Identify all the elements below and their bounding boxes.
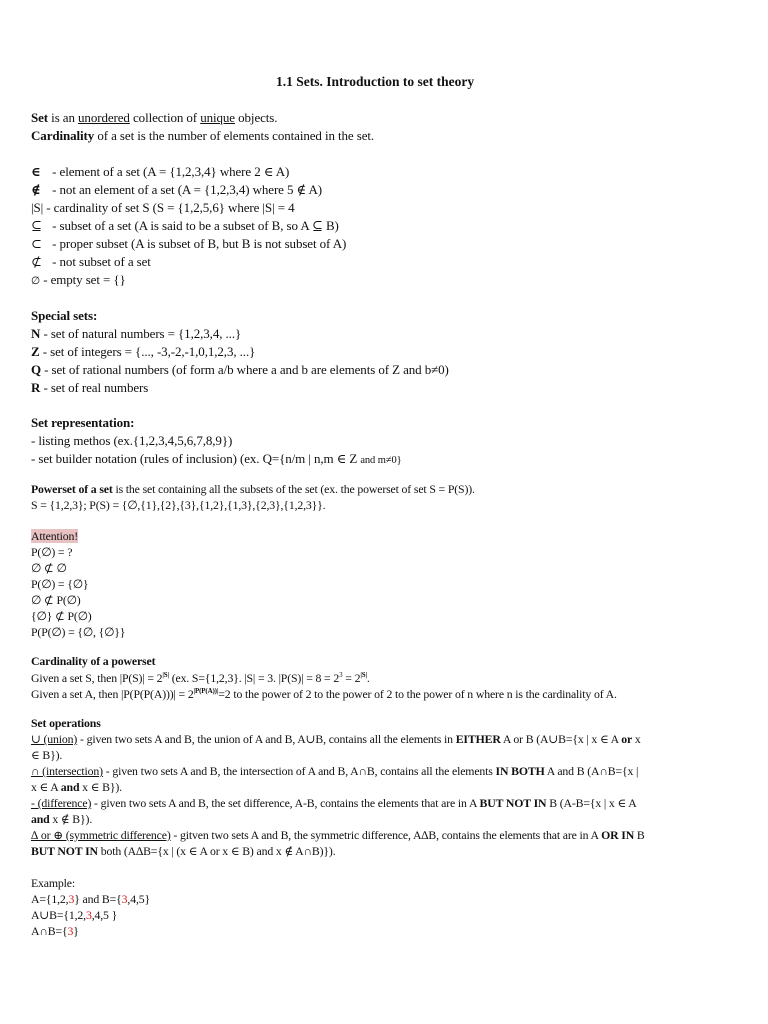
cardinality-definition: Cardinality of a set is the number of elements contained in the set.: [31, 128, 375, 143]
difference-definition: - (difference) - given two sets A and B, the set difference, A-B, contains the elements that are in A BUT NOT IN B (A-B={x | x ∈ A: [31, 796, 637, 810]
card-powerset-line-2: Given a set A, then $|P(P(P(A)))| = 2^{|P(P(A))|}=2$ to the power of 2 to the power of 2 to the power of n where n is the cardinality of A.: [31, 687, 617, 701]
attention-label: Attention!: [31, 529, 78, 543]
example-union: A∪B={1,2,3,4,5 }: [31, 908, 118, 922]
special-set-n: N - set of natural numbers = {1,2,3,4, ...}: [31, 326, 242, 341]
example-heading: Example:: [31, 876, 76, 890]
example-sets: A={1,2,3} and B={3,4,5}: [31, 892, 151, 906]
symbol-not-subset: ⊄ - not subset of a set: [31, 254, 151, 269]
set-definition: Set is an unordered collection of unique objects.: [31, 110, 278, 125]
example-intersection: A∩B={3}: [31, 924, 79, 938]
attention-line: ∅ ⊄ P(∅): [31, 593, 81, 607]
attention-line: P(∅) = ?: [31, 545, 73, 559]
difference-definition-cont: and x ∉ B}).: [31, 812, 93, 826]
card-powerset-heading: Cardinality of a powerset: [31, 654, 156, 668]
representation-heading: Set representation:: [31, 415, 135, 430]
intersection-definition-cont: x ∈ A and x ∈ B}).: [31, 780, 122, 794]
operations-heading: Set operations: [31, 716, 101, 730]
symbol-empty-set: ∅ - empty set = {}: [31, 272, 126, 287]
powerset-definition: Powerset of a set is the set containing all the subsets of the set (ex. the powerset of set S = P(S)).: [31, 482, 475, 496]
page-title: 1.1 Sets. Introduction to set theory: [276, 74, 475, 89]
special-sets-heading: Special sets:: [31, 308, 98, 323]
attention-line: ∅ ⊄ ∅: [31, 561, 67, 575]
symbol-element-of: ∈ - element of a set (A = {1,2,3,4} where 2 ∈ A): [31, 164, 290, 179]
symmetric-difference-definition-cont: BUT NOT IN both (A∆B={x | (x ∈ A or x ∈ B) and x ∉ A∩B)}).: [31, 844, 336, 858]
symbol-proper-subset: ⊂ - proper subset (A is subset of B, but B is not subset of A): [31, 236, 347, 251]
card-powerset-line-1: Given a set S, then $|P(S)| = 2^{|S|}$ (ex. S={1,2,3}. |S| = 3. $|P(S)| = 8 = 2^3 = 2^{|S|}$.: [31, 671, 370, 685]
symbol-not-element-of: ∉ - not an element of a set (A = {1,2,3,4) where 5 ∉ A): [31, 182, 323, 197]
powerset-example: S = {1,2,3}; P(S) = {∅,{1},{2},{3},{1,2},{1,3},{2,3},{1,2,3}}.: [31, 498, 326, 512]
union-definition-cont: ∈ B}).: [31, 748, 63, 762]
attention-line: P(∅) = {∅}: [31, 577, 89, 591]
representation-listing: - listing methos (ex.{1,2,3,4,5,6,7,8,9}): [31, 433, 233, 448]
union-definition: ∪ (union) - given two sets A and B, the union of A and B, A∪B, contains all the elements in EITHER A or B (A∪B={x | x ∈ A or x: [31, 732, 641, 746]
special-set-z: Z - set of integers = {..., -3,-2,-1,0,1,2,3, ...}: [31, 344, 256, 359]
special-set-r: R - set of real numbers: [31, 380, 149, 395]
intersection-definition: ∩ (intersection) - given two sets A and B, the intersection of A and B, A∩B, contains all the elements IN BOTH A and B (A∩B={x |: [31, 764, 639, 778]
attention-line: {∅} ⊄ P(∅): [31, 609, 92, 623]
symbol-cardinality: |S| - cardinality of set S (S = {1,2,5,6} where |S| = 4: [31, 200, 295, 215]
representation-set-builder: - set builder notation (rules of inclusion) (ex. Q={n/m | n,m ∈ Z and m≠0}: [31, 451, 402, 466]
attention-line: P(P(∅) = {∅, {∅}}: [31, 625, 126, 639]
special-set-q: Q - set of rational numbers (of form a/b where a and b are elements of Z and b≠0): [31, 362, 449, 377]
symmetric-difference-definition: ∆ or ⊕ (symmetric difference) - gitven two sets A and B, the symmetric difference, A∆B, contains the elements that are in A OR IN B: [31, 828, 645, 842]
symbol-subset: ⊆ - subset of a set (A is said to be a subset of B, so A ⊆ B): [31, 218, 339, 233]
